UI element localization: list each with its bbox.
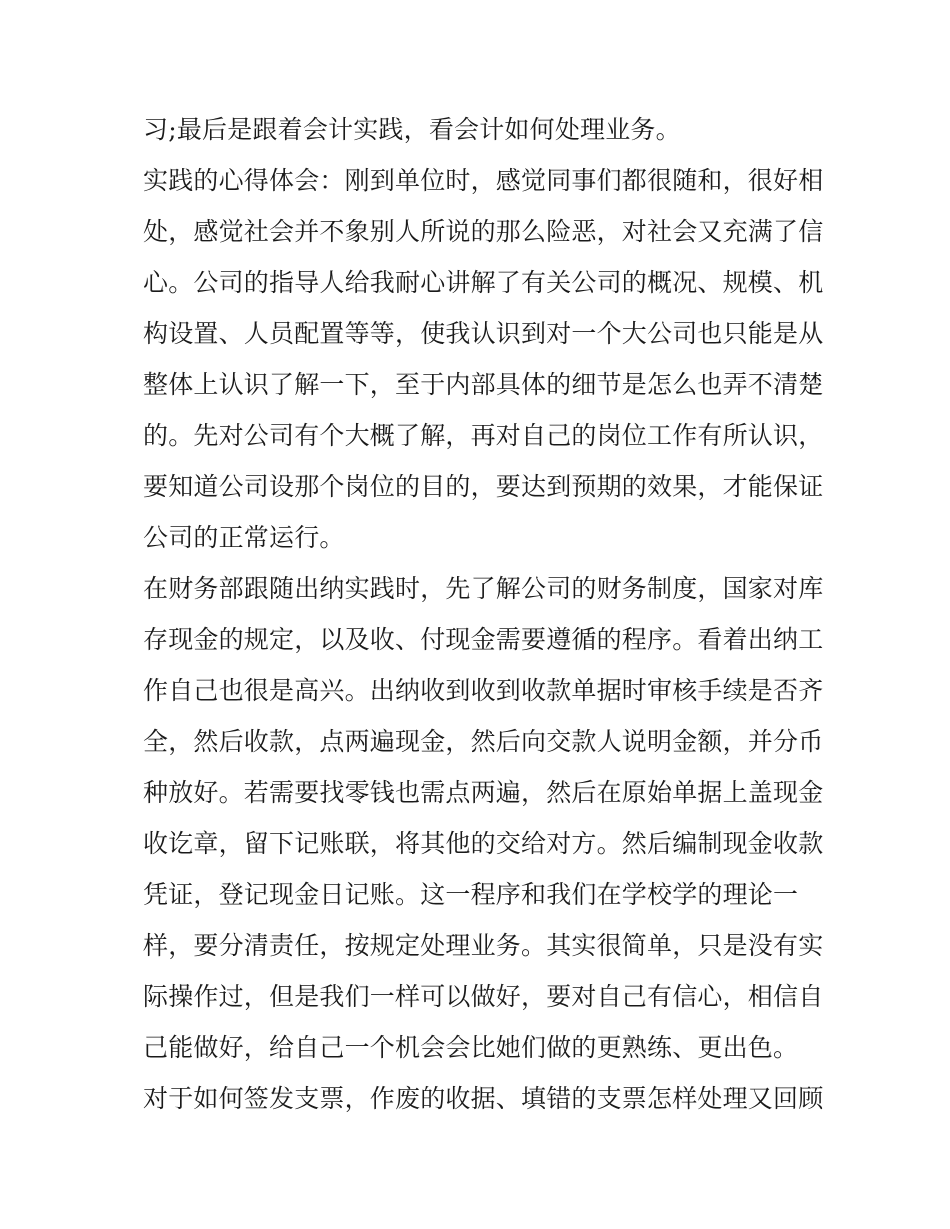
text-line: 存现金的规定，以及收、付现金需要遵循的程序。看着出纳工	[143, 625, 824, 654]
text-line: 心。公司的指导人给我耐心讲解了有关公司的概况、规模、机	[143, 268, 824, 297]
text-line: 己能做好，给自己一个机会会比她们做的更熟练、更出色。	[143, 1033, 799, 1062]
text-line: 在财务部跟随出纳实践时，先了解公司的财务制度，国家对库	[143, 574, 824, 603]
text-line: 样，要分清责任，按规定处理业务。其实很简单，只是没有实	[143, 931, 824, 960]
text-line: 对于如何签发支票，作废的收据、填错的支票怎样处理又回顾	[143, 1084, 824, 1113]
text-line: 习;最后是跟着会计实践，看会计如何处理业务。	[143, 115, 681, 144]
text-line: 实践的心得体会：刚到单位时，感觉同事们都很随和，很好相	[143, 166, 824, 195]
text-line: 凭证，登记现金日记账。这一程序和我们在学校学的理论一	[143, 880, 799, 909]
text-line: 全，然后收款，点两遍现金，然后向交款人说明金额，并分币	[143, 727, 824, 756]
text-line: 种放好。若需要找零钱也需点两遍，然后在原始单据上盖现金	[143, 778, 824, 807]
text-line: 际操作过，但是我们一样可以做好，要对自己有信心，相信自	[143, 982, 824, 1011]
text-line: 构设置、人员配置等等，使我认识到对一个大公司也只能是从	[143, 319, 824, 348]
text-line: 公司的正常运行。	[143, 523, 345, 552]
text-line: 处，感觉社会并不象别人所说的那么险恶，对社会又充满了信	[143, 217, 824, 246]
text-line: 作自己也很是高兴。出纳收到收到收款单据时审核手续是否齐	[143, 676, 824, 705]
text-line: 要知道公司设那个岗位的目的，要达到预期的效果，才能保证	[143, 472, 824, 501]
text-line: 收讫章，留下记账联，将其他的交给对方。然后编制现金收款	[143, 829, 824, 858]
text-line: 整体上认识了解一下，至于内部具体的细节是怎么也弄不清楚	[143, 370, 824, 399]
body-text	[143, 104, 823, 1124]
text-line: 的。先对公司有个大概了解，再对自己的岗位工作有所认识，	[143, 421, 824, 450]
